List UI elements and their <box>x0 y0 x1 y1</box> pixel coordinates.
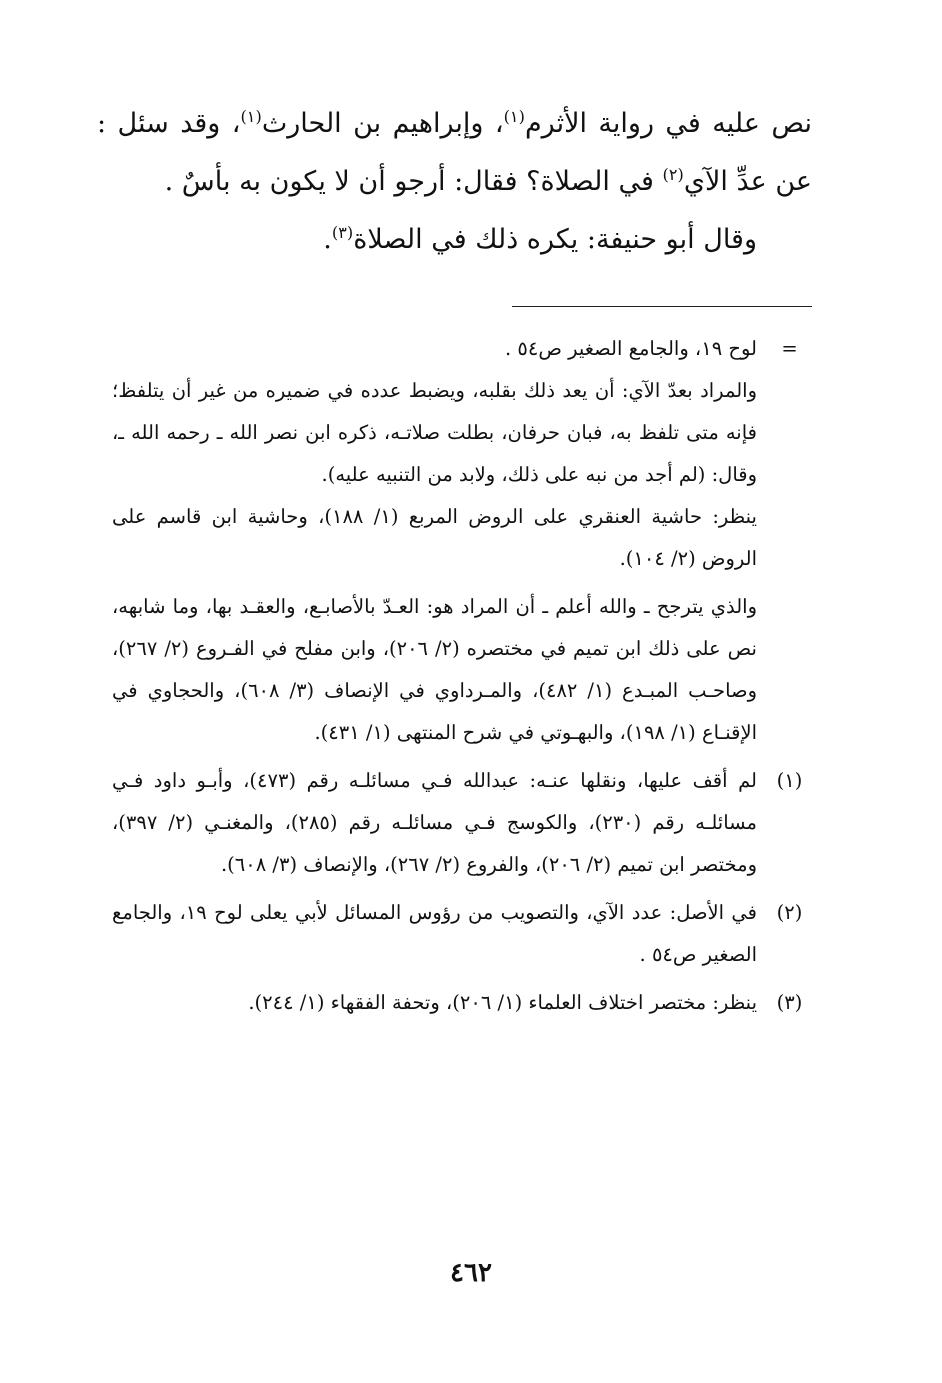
footnote-3 <box>112 982 822 1024</box>
footnote-marker: (١) <box>240 107 262 126</box>
main-text-segment: في الصلاة؟ فقال: أرجو أن لا يكون به بأسٌ . <box>164 166 663 197</box>
footnote-marker: (٣) <box>331 223 354 242</box>
footnote-number: (١) <box>776 769 803 792</box>
footnote-marker: (٢) <box>662 165 684 184</box>
main-paragraph-2 <box>97 211 812 269</box>
main-text-segment: ، وإبراهيم بن الحارث <box>261 108 504 139</box>
footnote-marker: (١) <box>503 107 525 126</box>
footnote-body <box>112 328 757 754</box>
footnote-separator <box>512 306 812 307</box>
footnote-paragraph: ينظر: حاشية العنقري على الروض المربع (١/ ١٨٨)، وحاشية ابن قاسم على الروض (٢/ ١٠٤). <box>112 505 757 570</box>
footnote-number: (٣) <box>776 991 803 1014</box>
footnote-body: لم أقف عليها، ونقلها عنـه: عبدالله فـي مسائلـه رقم (٤٧٣)، وأبـو داود فـي مسائلـه رقم (٢٣٠)، والكوسج فـي مسائلـه رقم (٢٨٥)، والمغنـي (٢/ ٣٩٧)، ومختصر ابن تميم (٢/ ٢٠٦)، والفروع (٢/ ٢٦٧)، والإنصاف (٣/ ٦٠٨). <box>112 769 757 876</box>
main-text-segment: نص عليه في رواية الأثرم <box>524 108 812 139</box>
main-text-segment: عن عدِّ الآي <box>683 166 812 197</box>
footnote-body: ينظر: مختصر اختلاف العلماء (١/ ٢٠٦)، وتحفة الفقهاء (١/ ٢٤٤). <box>248 991 757 1014</box>
footnotes <box>112 328 822 1030</box>
main-text <box>97 95 812 269</box>
main-text-segment: ، وقد سئل : <box>97 108 241 139</box>
main-text-segment: . <box>323 224 332 255</box>
footnote-number: (٢) <box>776 901 803 924</box>
footnote-paragraph: والمراد بعدّ الآي: أن يعد ذلك بقلبه، ويضبط عدده في ضميره من غير أن يتلفظ؛ فإنه متى تلفظ به، فبان حرفان، بطلت صلاتـه، ذكره ابن نصر الله ـ رحمه الله ـ، وقال: (لم أجد من نبه على ذلك، ولابد من التنبيه عليه). <box>112 379 757 486</box>
footnote-paragraph: والذي يترجح ـ والله أعلم ـ أن المراد هو: العـدّ بالأصابـع، والعقـد بها، وما شابهه، نص على ذلك ابن تميم في مختصره (٢/ ٢٠٦)، وابن مفلح في الفـروع (٢/ ٢٦٧)، وصاحـب المبـدع (١/ ٤٨٢)، والمـرداوي في الإنصاف (٣/ ٦٠٨)، والحجاوي في الإقنـاع (١/ ١٩٨)، والبهـوتي في شرح المنتهى (١/ ٤٣١). <box>112 595 757 744</box>
main-paragraph-1 <box>97 95 812 211</box>
footnote-paragraph: لوح ١٩، والجامع الصغير ص٥٤ . <box>504 337 757 360</box>
page-number: ٤٦٢ <box>450 1258 492 1288</box>
continuation-marker: = <box>781 337 798 360</box>
footnote-2 <box>112 892 822 976</box>
footnote-body: في الأصل: عدد الآي، والتصويب من رؤوس المسائل لأبي يعلى لوح ١٩، والجامع الصغير ص٥٤ . <box>112 901 757 966</box>
main-text-segment: وقال أبو حنيفة: يكره ذلك في الصلاة <box>353 224 757 255</box>
footnote-1 <box>112 760 822 886</box>
footnote-continuation <box>112 328 822 754</box>
